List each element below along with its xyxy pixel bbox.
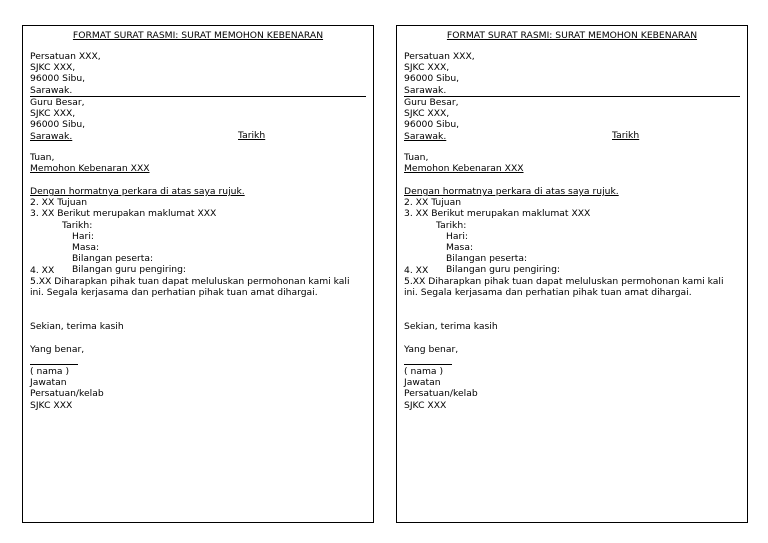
recipient-line: SJKC XXX, [30, 108, 76, 120]
item-2: 2. XX Tujuan [404, 197, 462, 209]
sender-line: Sarawak. [30, 84, 73, 96]
detail-line: Hari: [446, 230, 468, 242]
sender-address [30, 51, 366, 96]
salutation: Tuan, [404, 152, 429, 163]
subject-line: Memohon Kebenaran XXX [404, 163, 524, 175]
letter-title: FORMAT SURAT RASMI: SURAT MEMOHON KEBENARAN [446, 30, 698, 41]
item-4: 4. XX [404, 265, 429, 276]
detail-line: Bilangan guru pengiring: [72, 264, 187, 276]
detail-line: Masa: [446, 242, 474, 254]
signature-line [404, 364, 452, 365]
item-3: 3. XX Berikut merupakan maklumat XXX [30, 208, 217, 220]
letter-page-left [22, 25, 374, 523]
sender-line: 96000 Sibu, [30, 73, 86, 85]
sender-address [404, 51, 740, 96]
signature-line-text: SJKC XXX [30, 399, 73, 411]
signature-line [30, 364, 78, 365]
signature-line-text: SJKC XXX [404, 399, 447, 411]
sender-line: SJKC XXX, [404, 62, 450, 74]
letter-body [30, 186, 366, 276]
recipient-line: SJKC XXX, [404, 108, 450, 120]
letter-title: FORMAT SURAT RASMI: SURAT MEMOHON KEBENARAN [72, 30, 324, 41]
signature-block [30, 366, 366, 411]
item-2: 2. XX Tujuan [30, 197, 88, 209]
sign-off: Yang benar, [404, 344, 459, 355]
recipient-address [30, 97, 366, 142]
recipient-address [404, 97, 740, 142]
signature-line-text: Persatuan/kelab [404, 388, 478, 400]
detail-line: Bilangan guru pengiring: [446, 264, 561, 276]
closing: Sekian, terima kasih [30, 321, 124, 332]
item-3: 3. XX Berikut merupakan maklumat XXX [404, 208, 591, 220]
details-heading: Tarikh: [436, 219, 467, 231]
salutation-block [30, 152, 366, 174]
salutation-block [404, 152, 740, 174]
salutation: Tuan, [30, 152, 55, 163]
sender-line: Sarawak. [404, 84, 447, 96]
signature-line-text: Jawatan [404, 377, 441, 389]
letter-body [404, 186, 740, 276]
sender-line: Persatuan XXX, [404, 51, 475, 62]
recipient-line: Guru Besar, [30, 97, 85, 108]
intro-line: Dengan hormatnya perkara di atas saya rujuk. [404, 186, 619, 197]
recipient-line: Sarawak. [404, 130, 447, 142]
date-label: Tarikh [612, 130, 640, 141]
recipient-line: Guru Besar, [404, 97, 459, 108]
subject-line: Memohon Kebenaran XXX [30, 163, 150, 175]
recipient-line: Sarawak. [30, 130, 73, 142]
sender-line: SJKC XXX, [30, 62, 76, 74]
detail-line: Hari: [72, 230, 94, 242]
detail-line: Bilangan peserta: [72, 253, 154, 265]
item-5: 5.XX Diharapkan pihak tuan dapat meluluskan permohonan kami kali ini. Segala kerjasama dan perhatian pihak tuan amat dihargai. [30, 276, 350, 299]
signature-name: ( nama ) [30, 366, 70, 377]
detail-line: Masa: [72, 242, 100, 254]
date-label: Tarikh [238, 130, 266, 141]
recipient-line: 96000 Sibu, [404, 119, 460, 131]
detail-line: Bilangan peserta: [446, 253, 528, 265]
sender-line: 96000 Sibu, [404, 73, 460, 85]
sender-line: Persatuan XXX, [30, 51, 101, 62]
letter-page-right [396, 25, 748, 523]
item-5: 5.XX Diharapkan pihak tuan dapat meluluskan permohonan kami kali ini. Segala kerjasama dan perhatian pihak tuan amat dihargai. [404, 276, 724, 299]
signature-block [404, 366, 740, 411]
intro-line: Dengan hormatnya perkara di atas saya rujuk. [30, 186, 245, 197]
item-4-block [30, 265, 366, 276]
details-heading: Tarikh: [62, 219, 93, 231]
signature-name: ( nama ) [404, 366, 444, 377]
item-4: 4. XX [30, 265, 55, 276]
signature-line-text: Jawatan [30, 377, 67, 389]
closing: Sekian, terima kasih [404, 321, 498, 332]
sign-off: Yang benar, [30, 344, 85, 355]
signature-line-text: Persatuan/kelab [30, 388, 104, 400]
item-4-block [404, 265, 740, 276]
recipient-line: 96000 Sibu, [30, 119, 86, 131]
